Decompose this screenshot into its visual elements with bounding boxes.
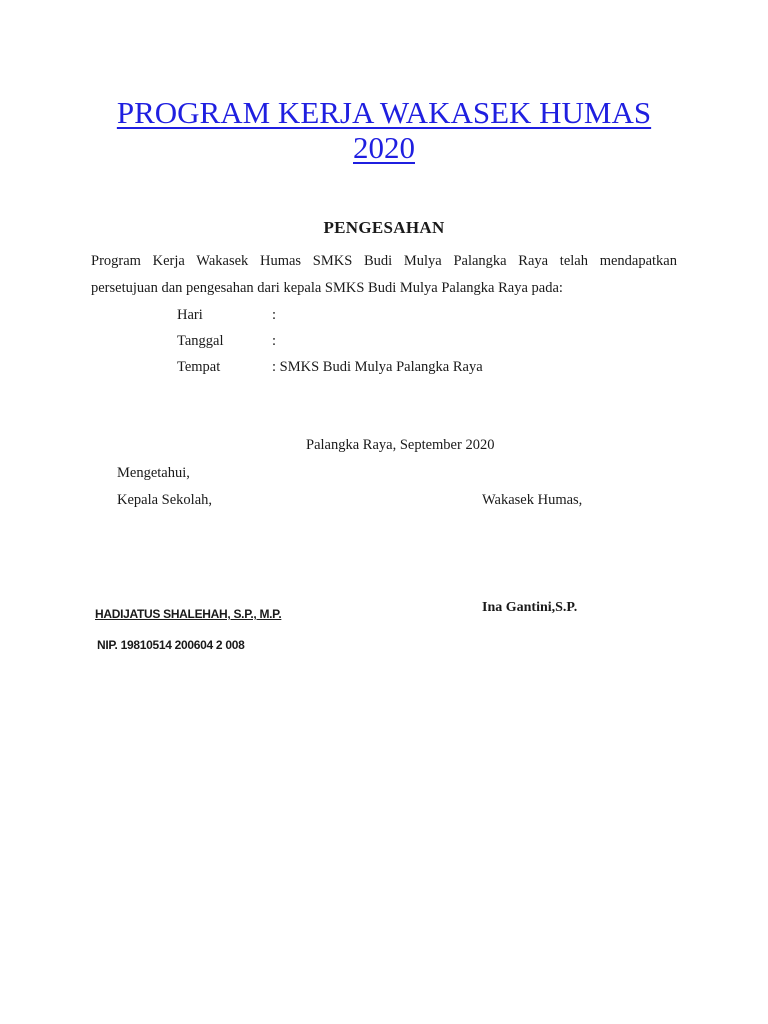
document-title-line-1: PROGRAM KERJA WAKASEK HUMAS [116, 95, 652, 130]
field-label: Hari [177, 307, 203, 323]
left-signatory-role: Kepala Sekolah, [117, 492, 213, 508]
right-signatory-role: Wakasek Humas, [482, 492, 583, 508]
place-date: Palangka Raya, September 2020 [306, 437, 495, 453]
left-signatory-nip: NIP. 19810514 200604 2 008 [97, 638, 245, 652]
field-value: : [272, 333, 277, 349]
field-value: : [272, 307, 277, 323]
field-value: : SMKS Budi Mulya Palangka Raya [272, 359, 483, 375]
section-heading: PENGESAHAN [323, 218, 445, 237]
intro-paragraph-line-2: persetujuan dan pengesahan dari kepala SMKS Budi Mulya Palangka Raya pada: [91, 280, 563, 296]
field-label: Tempat [177, 359, 221, 375]
right-signatory-name: Ina Gantini,S.P. [482, 600, 578, 615]
field-label: Tanggal [177, 333, 224, 349]
intro-paragraph-line-1: Program Kerja Wakasek Humas SMKS Budi Mulya Palangka Raya telah mendapatkan [91, 253, 677, 269]
left-signatory-name: HADIJATUS SHALEHAH, S.P., M.P. [95, 607, 282, 621]
acknowledged-label: Mengetahui, [117, 465, 190, 481]
document-title-line-2: 2020 [353, 130, 415, 165]
